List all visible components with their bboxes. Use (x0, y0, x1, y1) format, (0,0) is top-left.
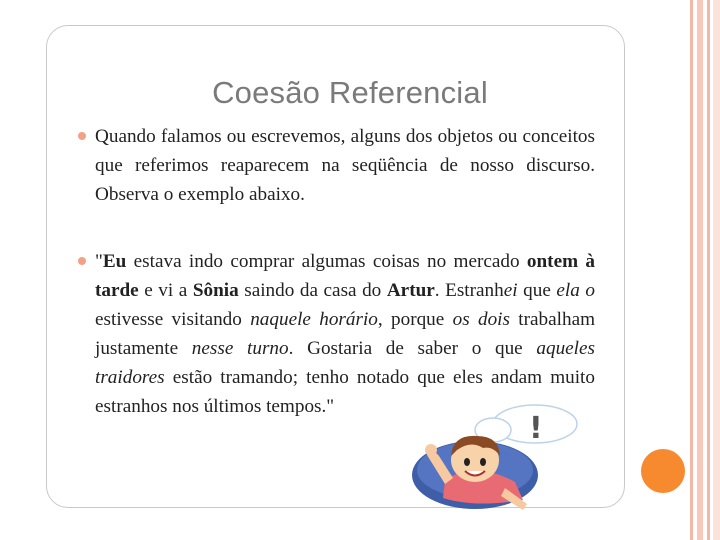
bullet-text-1: Quando falamos ou escrevemos, alguns dos objetos ou conceitos que referimos reaparecem na seqüência de nosso discurso. Observa o exemplo abaixo. (95, 126, 595, 205)
bullet-dot (78, 257, 86, 265)
bullet-text-2: "Eu estava indo comprar algumas coisas no mercado ontem à tarde e vi a Sônia saindo da casa do Artur. Estranhei que ela o estivesse visitando naquele horário, porque os dois trabalham justamente nesse turno. Gostaria de saber o que aqueles traidores estão tramando; tenho notado que eles andam muito estranhos nos últimos tempos." (95, 251, 596, 417)
thinking-boy-icon (405, 400, 585, 515)
decor-stripe (707, 0, 710, 540)
decor-stripe (713, 0, 720, 540)
orange-circle-decoration (641, 449, 685, 493)
bullet-dot (78, 132, 86, 140)
slide-title: Coesão Referencial (212, 75, 488, 110)
exclamation-mark: ! (529, 411, 543, 446)
